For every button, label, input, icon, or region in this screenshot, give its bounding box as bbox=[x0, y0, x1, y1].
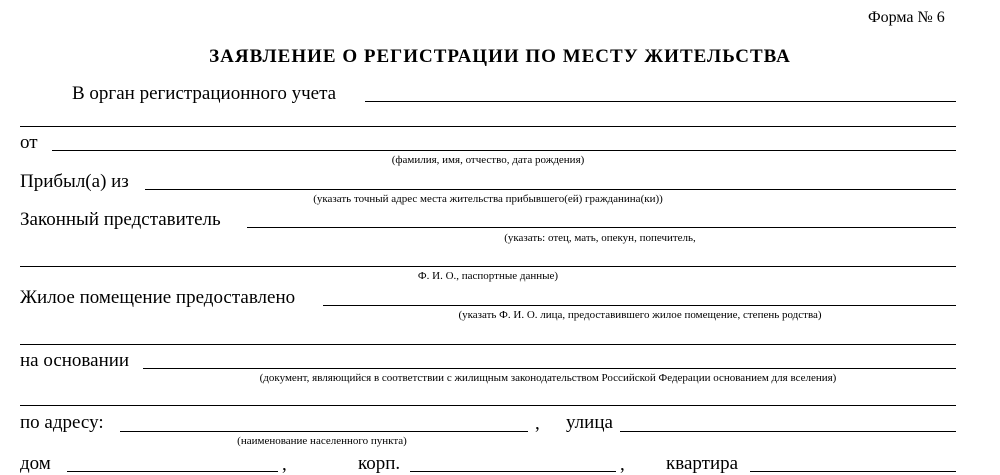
apartment-field[interactable] bbox=[750, 471, 956, 472]
house-label: дом bbox=[20, 453, 51, 474]
arrived-from-label: Прибыл(а) из bbox=[20, 171, 129, 192]
basis-field[interactable] bbox=[143, 368, 956, 369]
house-comma: , bbox=[282, 454, 287, 475]
housing-label: Жилое помещение предоставлено bbox=[20, 287, 296, 308]
from-caption: (фамилия, имя, отчество, дата рождения) bbox=[391, 154, 585, 166]
building-label: корп. bbox=[358, 453, 401, 474]
address-comma: , bbox=[535, 413, 540, 434]
locality-caption: (наименование населенного пункта) bbox=[237, 435, 407, 447]
apartment-label: квартира bbox=[666, 453, 739, 474]
basis-field-2[interactable] bbox=[20, 405, 956, 406]
street-label: улица bbox=[566, 412, 613, 433]
arrived-from-caption: (указать точный адрес места жительства прибывшего(ей) гражданина(ки)) bbox=[313, 193, 663, 205]
registration-body-label: В орган регистрационного учета bbox=[72, 83, 337, 104]
representative-caption: (указать: отец, мать, опекун, попечитель, bbox=[504, 232, 696, 244]
basis-label: на основании bbox=[20, 350, 130, 371]
building-field[interactable] bbox=[410, 471, 616, 472]
page-title: ЗАЯВЛЕНИЕ О РЕГИСТРАЦИИ ПО МЕСТУ ЖИТЕЛЬСТВА bbox=[209, 46, 791, 67]
housing-field[interactable] bbox=[323, 305, 956, 306]
from-label: от bbox=[20, 132, 38, 153]
housing-caption: (указать Ф. И. О. лица, предоставившего жилое помещение, степень родства) bbox=[458, 309, 822, 321]
representative-field-2[interactable] bbox=[20, 266, 956, 267]
representative-label: Законный представитель bbox=[20, 209, 221, 230]
housing-field-2[interactable] bbox=[20, 344, 956, 345]
street-field[interactable] bbox=[620, 431, 956, 432]
form-number: Форма № 6 bbox=[868, 9, 945, 26]
arrived-from-field[interactable] bbox=[145, 189, 956, 190]
locality-field[interactable] bbox=[120, 431, 528, 432]
registration-body-field[interactable] bbox=[365, 101, 956, 102]
address-label: по адресу: bbox=[20, 412, 104, 433]
house-field[interactable] bbox=[67, 471, 278, 472]
basis-caption: (документ, являющийся в соответствии с жилищным законодательством Российской Федерации основанием для вселения) bbox=[259, 372, 837, 384]
registration-body-field-2[interactable] bbox=[20, 126, 956, 127]
building-comma: , bbox=[620, 454, 625, 475]
representative-field[interactable] bbox=[247, 227, 956, 228]
from-field[interactable] bbox=[52, 150, 956, 151]
representative-caption-2: Ф. И. О., паспортные данные) bbox=[417, 270, 559, 282]
